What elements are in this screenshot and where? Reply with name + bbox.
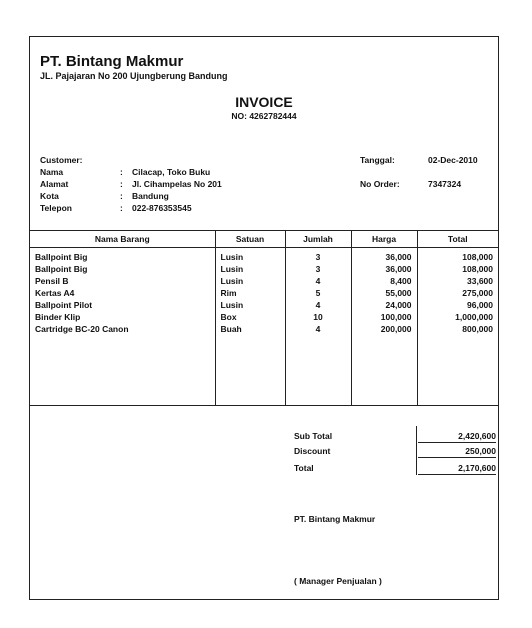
cell-unit: Rim [215, 287, 285, 299]
table-blank-row [30, 335, 498, 406]
customer-name-colon: : [120, 167, 123, 177]
cell-unit: Buah [215, 323, 285, 335]
cell-unit: Lusin [215, 263, 285, 275]
invoice-document [29, 36, 499, 600]
cell-price: 24,000 [351, 299, 417, 311]
cell-item-name: Kertas A4 [35, 288, 75, 298]
cell-quantity: 3 [285, 248, 351, 264]
cell-unit: Lusin [215, 275, 285, 287]
header-unit: Satuan [215, 231, 285, 248]
cell-item-name: Ballpoint Big [35, 252, 88, 262]
cell-price: 55,000 [351, 287, 417, 299]
customer-name-value: Cilacap, Toko Buku [132, 167, 211, 177]
cell-quantity: 5 [285, 287, 351, 299]
date-value: 02-Dec-2010 [428, 155, 478, 165]
customer-phone-colon: : [120, 203, 123, 213]
cell-quantity: 4 [285, 275, 351, 287]
order-label: No Order: [360, 179, 400, 189]
header-total: Total [417, 231, 498, 248]
cell-total: 1,000,000 [417, 311, 498, 323]
customer-phone-label: Telepon [40, 203, 72, 213]
table-row [30, 323, 498, 335]
cell-total: 108,000 [417, 248, 498, 264]
table-row [30, 299, 498, 311]
customer-address-label: Alamat [40, 179, 69, 189]
discount-label: Discount [294, 446, 331, 456]
customer-city-colon: : [120, 191, 123, 201]
customer-header: Customer: [40, 155, 83, 165]
cell-price: 8,400 [351, 275, 417, 287]
cell-price: 100,000 [351, 311, 417, 323]
header-quantity: Jumlah [285, 231, 351, 248]
cell-unit: Box [215, 311, 285, 323]
customer-address-value: Jl. Cihampelas No 201 [132, 179, 222, 189]
order-value: 7347324 [428, 179, 462, 189]
customer-name-label: Nama [40, 167, 64, 177]
invoice-number: NO: 4262782444 [231, 111, 297, 121]
cell-total: 275,000 [417, 287, 498, 299]
subtotal-value: 2,420,600 [418, 430, 496, 443]
blank-cell [215, 335, 285, 406]
blank-cell [351, 335, 417, 406]
table-row [30, 311, 498, 323]
cell-item-name: Binder Klip [35, 312, 81, 322]
table-header-row [30, 231, 498, 248]
items-table [30, 230, 498, 406]
subtotal-label: Sub Total [294, 431, 333, 441]
cell-quantity: 4 [285, 323, 351, 335]
date-label: Tanggal: [360, 155, 395, 165]
blank-cell [417, 335, 498, 406]
cell-quantity: 10 [285, 311, 351, 323]
discount-value: 250,000 [418, 445, 496, 458]
cell-price: 200,000 [351, 323, 417, 335]
cell-quantity: 4 [285, 299, 351, 311]
total-label: Total [294, 463, 314, 473]
invoice-title: INVOICE [235, 94, 293, 110]
summary-divider [416, 426, 417, 475]
blank-cell [30, 335, 215, 406]
cell-quantity: 3 [285, 263, 351, 275]
cell-total: 33,600 [417, 275, 498, 287]
blank-cell [285, 335, 351, 406]
header-price: Harga [351, 231, 417, 248]
company-address: JL. Pajajaran No 200 Ujungberung Bandung [40, 71, 228, 81]
cell-total: 108,000 [417, 263, 498, 275]
cell-item-name: Pensil B [35, 276, 69, 286]
company-name: PT. Bintang Makmur [40, 53, 184, 70]
signature-company: PT. Bintang Makmur [294, 514, 376, 524]
cell-item-name: Ballpoint Pilot [35, 300, 93, 310]
cell-item-name: Cartridge BC-20 Canon [35, 324, 129, 334]
cell-price: 36,000 [351, 248, 417, 264]
cell-price: 36,000 [351, 263, 417, 275]
cell-unit: Lusin [215, 248, 285, 264]
table-row [30, 275, 498, 287]
signature-position: ( Manager Penjualan ) [294, 576, 382, 586]
header-item-name: Nama Barang [30, 231, 215, 248]
table-row [30, 263, 498, 275]
cell-total: 96,000 [417, 299, 498, 311]
cell-total: 800,000 [417, 323, 498, 335]
customer-city-value: Bandung [132, 191, 169, 201]
customer-phone-value: 022-876353545 [132, 203, 192, 213]
customer-city-label: Kota [40, 191, 59, 201]
customer-address-colon: : [120, 179, 123, 189]
table-row [30, 248, 498, 264]
cell-item-name: Ballpoint Big [35, 264, 88, 274]
total-value: 2,170,600 [418, 462, 496, 475]
cell-unit: Lusin [215, 299, 285, 311]
table-row [30, 287, 498, 299]
